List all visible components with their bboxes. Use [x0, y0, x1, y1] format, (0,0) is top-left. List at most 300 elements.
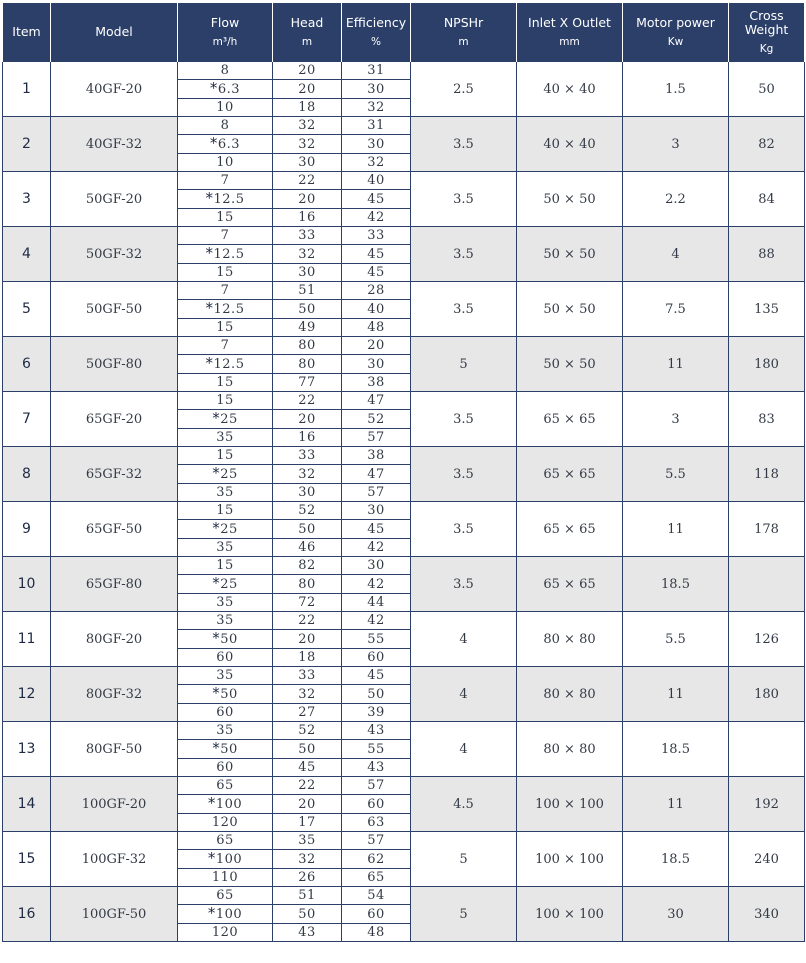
efficiency-cell: 45 [342, 667, 411, 685]
rated-point-marker: * [205, 299, 214, 317]
flow-cell [178, 465, 273, 484]
item-cell: 14 [3, 777, 51, 832]
table-row [3, 777, 805, 795]
efficiency-cell: 30 [342, 557, 411, 575]
efficiency-cell: 45 [342, 190, 411, 209]
npshr-cell: 5 [411, 337, 517, 392]
flow-cell [178, 557, 273, 575]
col-header-npshr-unit: m [458, 35, 469, 48]
flow-cell [178, 924, 273, 942]
flow-cell [178, 887, 273, 905]
flow-value: 120 [211, 815, 239, 830]
flow-value: 50 [220, 632, 238, 647]
col-header-npshr [411, 3, 517, 62]
model-cell: 50GF-20 [51, 172, 178, 227]
col-header-model [51, 3, 178, 62]
model-cell: 65GF-80 [51, 557, 178, 612]
efficiency-cell: 39 [342, 704, 411, 722]
flow-cell [178, 832, 273, 850]
flow-cell [178, 777, 273, 795]
cross-weight-cell: 192 [729, 777, 805, 832]
flow-cell [178, 62, 273, 80]
efficiency-cell: 40 [342, 172, 411, 190]
item-cell: 3 [3, 172, 51, 227]
head-cell: 20 [273, 630, 342, 649]
flow-value: 25 [220, 412, 238, 427]
flow-value: 100 [215, 907, 243, 922]
rated-point-marker: * [212, 519, 221, 537]
rated-point-marker: * [212, 574, 221, 592]
col-header-cross-weight [729, 3, 805, 62]
head-cell: 32 [273, 850, 342, 869]
efficiency-cell: 50 [342, 685, 411, 704]
npshr-cell: 3.5 [411, 502, 517, 557]
efficiency-cell: 38 [342, 447, 411, 465]
col-header-head [273, 3, 342, 62]
table-row [3, 612, 805, 630]
flow-value: 35 [216, 595, 234, 610]
flow-cell [178, 539, 273, 557]
flow-value: 60 [216, 760, 234, 775]
efficiency-cell: 38 [342, 374, 411, 392]
flow-cell [178, 575, 273, 594]
col-header-inlet-outlet-unit: mm [559, 35, 580, 48]
rated-point-marker: * [212, 629, 221, 647]
head-cell: 80 [273, 575, 342, 594]
motor-power-cell: 18.5 [623, 722, 729, 777]
flow-cell [178, 869, 273, 887]
head-cell: 50 [273, 740, 342, 759]
model-cell: 50GF-80 [51, 337, 178, 392]
head-cell: 51 [273, 887, 342, 905]
cross-weight-cell: 88 [729, 227, 805, 282]
efficiency-cell: 31 [342, 117, 411, 135]
table-body [3, 62, 805, 942]
flow-value: 15 [216, 393, 234, 408]
model-cell: 65GF-32 [51, 447, 178, 502]
flow-cell [178, 99, 273, 117]
model-cell: 40GF-32 [51, 117, 178, 172]
inlet-outlet-cell: 50 × 50 [517, 282, 623, 337]
cross-weight-cell: 240 [729, 832, 805, 887]
flow-cell [178, 630, 273, 649]
npshr-cell: 3.5 [411, 172, 517, 227]
flow-value: 6.3 [217, 82, 241, 97]
col-header-item [3, 3, 51, 62]
flow-cell [178, 319, 273, 337]
flow-cell [178, 337, 273, 355]
model-cell: 65GF-50 [51, 502, 178, 557]
flow-value: 35 [216, 723, 234, 738]
flow-cell [178, 740, 273, 759]
inlet-outlet-cell: 40 × 40 [517, 62, 623, 117]
item-cell: 4 [3, 227, 51, 282]
efficiency-cell: 55 [342, 740, 411, 759]
flow-cell [178, 704, 273, 722]
model-cell: 65GF-20 [51, 392, 178, 447]
flow-value: 25 [220, 467, 238, 482]
item-cell: 15 [3, 832, 51, 887]
col-header-efficiency [342, 3, 411, 62]
efficiency-cell: 60 [342, 649, 411, 667]
item-cell: 16 [3, 887, 51, 942]
flow-value: 65 [216, 778, 234, 793]
motor-power-cell: 5.5 [623, 447, 729, 502]
rated-point-marker: * [209, 134, 218, 152]
head-cell: 52 [273, 502, 342, 520]
flow-value: 100 [215, 852, 243, 867]
flow-cell [178, 392, 273, 410]
head-cell: 80 [273, 355, 342, 374]
head-cell: 26 [273, 869, 342, 887]
rated-point-marker: * [212, 739, 221, 757]
head-cell: 45 [273, 759, 342, 777]
cross-weight-cell: 180 [729, 667, 805, 722]
head-cell: 20 [273, 410, 342, 429]
efficiency-cell: 57 [342, 832, 411, 850]
col-header-flow [178, 3, 273, 62]
rated-point-marker: * [205, 354, 214, 372]
flow-value: 50 [220, 687, 238, 702]
flow-value: 12.5 [213, 357, 245, 372]
col-header-motor-power-unit: Kw [667, 35, 684, 48]
item-cell: 13 [3, 722, 51, 777]
flow-value: 35 [216, 485, 234, 500]
head-cell: 16 [273, 209, 342, 227]
efficiency-cell: 31 [342, 62, 411, 80]
flow-cell [178, 594, 273, 612]
efficiency-cell: 54 [342, 887, 411, 905]
col-header-head-label: Head [290, 15, 324, 31]
cross-weight-cell: 84 [729, 172, 805, 227]
model-cell: 100GF-50 [51, 887, 178, 942]
item-cell: 12 [3, 667, 51, 722]
motor-power-cell: 3 [623, 392, 729, 447]
flow-cell [178, 410, 273, 429]
flow-value: 60 [216, 705, 234, 720]
inlet-outlet-cell: 50 × 50 [517, 172, 623, 227]
flow-value: 35 [216, 430, 234, 445]
flow-value: 15 [216, 375, 234, 390]
flow-value: 15 [216, 320, 234, 335]
flow-cell [178, 374, 273, 392]
efficiency-cell: 60 [342, 905, 411, 924]
item-cell: 11 [3, 612, 51, 667]
model-cell: 50GF-50 [51, 282, 178, 337]
inlet-outlet-cell: 80 × 80 [517, 667, 623, 722]
inlet-outlet-cell: 50 × 50 [517, 337, 623, 392]
inlet-outlet-cell: 80 × 80 [517, 612, 623, 667]
npshr-cell: 3.5 [411, 117, 517, 172]
npshr-cell: 3.5 [411, 227, 517, 282]
flow-value: 10 [216, 155, 234, 170]
model-cell: 40GF-20 [51, 62, 178, 117]
table-row [3, 282, 805, 300]
efficiency-cell: 48 [342, 924, 411, 942]
flow-cell [178, 484, 273, 502]
head-cell: 32 [273, 117, 342, 135]
head-cell: 22 [273, 612, 342, 630]
rated-point-marker: * [207, 794, 216, 812]
flow-value: 65 [216, 888, 234, 903]
head-cell: 16 [273, 429, 342, 447]
flow-cell [178, 905, 273, 924]
flow-value: 35 [216, 613, 234, 628]
col-header-efficiency-label: Efficiency [345, 15, 407, 31]
flow-cell [178, 117, 273, 135]
flow-value: 25 [220, 577, 238, 592]
cross-weight-cell: 340 [729, 887, 805, 942]
flow-cell [178, 209, 273, 227]
item-cell: 8 [3, 447, 51, 502]
flow-cell [178, 722, 273, 740]
flow-cell [178, 759, 273, 777]
efficiency-cell: 45 [342, 245, 411, 264]
item-cell: 1 [3, 62, 51, 117]
table-row [3, 227, 805, 245]
efficiency-cell: 33 [342, 227, 411, 245]
table-row [3, 832, 805, 850]
cross-weight-cell: 126 [729, 612, 805, 667]
npshr-cell: 2.5 [411, 62, 517, 117]
flow-value: 12.5 [213, 302, 245, 317]
efficiency-cell: 45 [342, 520, 411, 539]
head-cell: 77 [273, 374, 342, 392]
head-cell: 30 [273, 264, 342, 282]
efficiency-cell: 28 [342, 282, 411, 300]
cross-weight-cell: 135 [729, 282, 805, 337]
motor-power-cell: 7.5 [623, 282, 729, 337]
pump-spec-table-wrapper [2, 3, 805, 942]
cross-weight-cell: 82 [729, 117, 805, 172]
head-cell: 50 [273, 300, 342, 319]
npshr-cell: 4 [411, 612, 517, 667]
model-cell: 100GF-32 [51, 832, 178, 887]
head-cell: 20 [273, 190, 342, 209]
head-cell: 51 [273, 282, 342, 300]
inlet-outlet-cell: 40 × 40 [517, 117, 623, 172]
flow-cell [178, 429, 273, 447]
flow-value: 15 [216, 210, 234, 225]
flow-value: 10 [216, 100, 234, 115]
item-cell: 2 [3, 117, 51, 172]
model-cell: 100GF-20 [51, 777, 178, 832]
rated-point-marker: * [205, 189, 214, 207]
npshr-cell: 3.5 [411, 282, 517, 337]
item-cell: 5 [3, 282, 51, 337]
flow-cell [178, 814, 273, 832]
col-header-head-unit: m [301, 35, 313, 48]
flow-value: 110 [211, 870, 239, 885]
flow-value: 120 [211, 925, 239, 940]
head-cell: 82 [273, 557, 342, 575]
head-cell: 30 [273, 154, 342, 172]
table-row [3, 557, 805, 575]
motor-power-cell: 18.5 [623, 832, 729, 887]
col-header-inlet-outlet-label: Inlet X Outlet [528, 15, 611, 31]
efficiency-cell: 60 [342, 795, 411, 814]
cross-weight-cell [729, 557, 805, 612]
efficiency-cell: 45 [342, 264, 411, 282]
item-cell: 9 [3, 502, 51, 557]
table-row [3, 502, 805, 520]
item-cell: 6 [3, 337, 51, 392]
header-row [3, 3, 805, 62]
motor-power-cell: 30 [623, 887, 729, 942]
cross-weight-cell: 83 [729, 392, 805, 447]
efficiency-cell: 32 [342, 99, 411, 117]
flow-cell [178, 667, 273, 685]
head-cell: 32 [273, 135, 342, 154]
cross-weight-cell: 118 [729, 447, 805, 502]
efficiency-cell: 57 [342, 484, 411, 502]
head-cell: 18 [273, 99, 342, 117]
rated-point-marker: * [207, 904, 216, 922]
head-cell: 18 [273, 649, 342, 667]
flow-value: 12.5 [213, 247, 245, 262]
efficiency-cell: 44 [342, 594, 411, 612]
efficiency-cell: 32 [342, 154, 411, 172]
col-header-cross-weight-label: Cross Weight [744, 8, 789, 38]
rated-point-marker: * [207, 849, 216, 867]
head-cell: 33 [273, 667, 342, 685]
col-header-motor-power [623, 3, 729, 62]
flow-value: 15 [216, 558, 234, 573]
item-cell: 7 [3, 392, 51, 447]
head-cell: 32 [273, 465, 342, 484]
rated-point-marker: * [212, 409, 221, 427]
efficiency-cell: 43 [342, 722, 411, 740]
flow-value: 35 [216, 668, 234, 683]
efficiency-cell: 65 [342, 869, 411, 887]
flow-cell [178, 850, 273, 869]
inlet-outlet-cell: 65 × 65 [517, 392, 623, 447]
efficiency-cell: 42 [342, 612, 411, 630]
efficiency-cell: 52 [342, 410, 411, 429]
col-header-efficiency-unit: % [371, 35, 381, 48]
head-cell: 33 [273, 447, 342, 465]
inlet-outlet-cell: 65 × 65 [517, 557, 623, 612]
npshr-cell: 3.5 [411, 557, 517, 612]
col-header-npshr-label: NPSHr [443, 15, 484, 31]
flow-value: 60 [216, 650, 234, 665]
cross-weight-cell: 180 [729, 337, 805, 392]
motor-power-cell: 1.5 [623, 62, 729, 117]
efficiency-cell: 48 [342, 319, 411, 337]
head-cell: 50 [273, 520, 342, 539]
efficiency-cell: 47 [342, 392, 411, 410]
cross-weight-cell [729, 722, 805, 777]
npshr-cell: 3.5 [411, 392, 517, 447]
flow-cell [178, 685, 273, 704]
inlet-outlet-cell: 80 × 80 [517, 722, 623, 777]
flow-value: 50 [220, 742, 238, 757]
table-row [3, 722, 805, 740]
rated-point-marker: * [212, 464, 221, 482]
pump-spec-table [2, 3, 805, 942]
motor-power-cell: 11 [623, 667, 729, 722]
rated-point-marker: * [209, 79, 218, 97]
inlet-outlet-cell: 100 × 100 [517, 887, 623, 942]
efficiency-cell: 30 [342, 355, 411, 374]
col-header-cross-weight-unit: Kg [759, 42, 774, 55]
motor-power-cell: 11 [623, 502, 729, 557]
flow-cell [178, 245, 273, 264]
head-cell: 22 [273, 172, 342, 190]
flow-value: 8 [220, 118, 230, 133]
efficiency-cell: 30 [342, 80, 411, 99]
flow-value: 7 [220, 338, 230, 353]
model-cell: 80GF-50 [51, 722, 178, 777]
flow-cell [178, 612, 273, 630]
npshr-cell: 4.5 [411, 777, 517, 832]
flow-value: 12.5 [213, 192, 245, 207]
table-row [3, 887, 805, 905]
flow-cell [178, 172, 273, 190]
head-cell: 22 [273, 392, 342, 410]
head-cell: 20 [273, 795, 342, 814]
table-row [3, 667, 805, 685]
col-header-flow-unit: m³/h [212, 35, 238, 48]
flow-value: 7 [220, 173, 230, 188]
motor-power-cell: 3 [623, 117, 729, 172]
inlet-outlet-cell: 100 × 100 [517, 777, 623, 832]
cross-weight-cell: 178 [729, 502, 805, 557]
npshr-cell: 5 [411, 887, 517, 942]
head-cell: 72 [273, 594, 342, 612]
head-cell: 27 [273, 704, 342, 722]
table-row [3, 172, 805, 190]
flow-value: 15 [216, 265, 234, 280]
head-cell: 33 [273, 227, 342, 245]
table-row [3, 117, 805, 135]
item-cell: 10 [3, 557, 51, 612]
rated-point-marker: * [212, 684, 221, 702]
efficiency-cell: 20 [342, 337, 411, 355]
head-cell: 20 [273, 80, 342, 99]
flow-cell [178, 795, 273, 814]
flow-value: 7 [220, 283, 230, 298]
inlet-outlet-cell: 65 × 65 [517, 502, 623, 557]
col-header-motor-power-label: Motor power [636, 15, 715, 31]
efficiency-cell: 30 [342, 135, 411, 154]
npshr-cell: 3.5 [411, 447, 517, 502]
flow-value: 15 [216, 448, 234, 463]
flow-cell [178, 447, 273, 465]
inlet-outlet-cell: 50 × 50 [517, 227, 623, 282]
flow-cell [178, 355, 273, 374]
flow-value: 6.3 [217, 137, 241, 152]
head-cell: 32 [273, 685, 342, 704]
efficiency-cell: 42 [342, 209, 411, 227]
head-cell: 22 [273, 777, 342, 795]
col-header-item-label: Item [12, 23, 41, 39]
col-header-inlet-outlet [517, 3, 623, 62]
motor-power-cell: 11 [623, 777, 729, 832]
npshr-cell: 4 [411, 667, 517, 722]
efficiency-cell: 42 [342, 575, 411, 594]
inlet-outlet-cell: 65 × 65 [517, 447, 623, 502]
head-cell: 50 [273, 905, 342, 924]
head-cell: 46 [273, 539, 342, 557]
head-cell: 32 [273, 245, 342, 264]
flow-value: 100 [215, 797, 243, 812]
model-cell: 80GF-32 [51, 667, 178, 722]
head-cell: 30 [273, 484, 342, 502]
efficiency-cell: 43 [342, 759, 411, 777]
head-cell: 20 [273, 62, 342, 80]
efficiency-cell: 57 [342, 429, 411, 447]
